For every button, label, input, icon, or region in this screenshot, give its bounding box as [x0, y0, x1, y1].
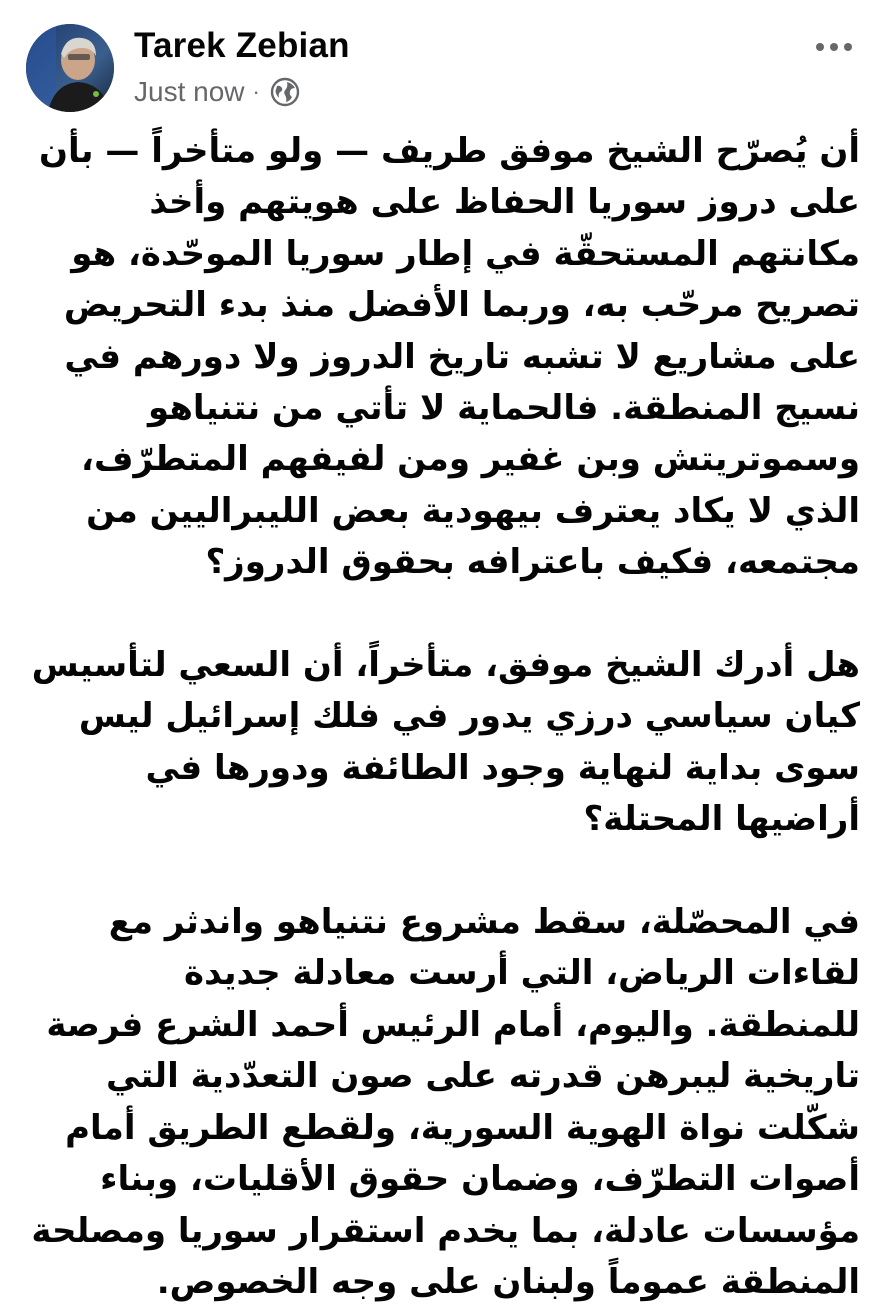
author-name[interactable]: Tarek Zebian	[134, 26, 350, 65]
more-horizontal-icon	[816, 43, 824, 51]
avatar-photo	[26, 24, 114, 112]
post-timestamp[interactable]: Just now	[134, 76, 245, 107]
post-header	[0, 0, 884, 120]
more-options-button[interactable]	[808, 32, 860, 62]
post-paragraph: هل أدرك الشيخ موفق، متأخراً، أن السعي لتأسيس كيان سياسي درزي يدور في فلك إسرائيل ليس سوى بداية لنهاية وجود الطائفة ودورها في أراضيها المحتلة؟	[31, 645, 860, 840]
avatar[interactable]	[26, 24, 114, 112]
paragraph-spacer	[24, 846, 860, 897]
globe-icon[interactable]	[270, 77, 300, 107]
more-dot	[844, 43, 852, 51]
more-dot	[830, 43, 838, 51]
meta-separator: ·	[252, 79, 260, 104]
post-paragraph: أن يُصرّح الشيخ موفق طريف — ولو متأخراً — بأن على دروز سوريا الحفاظ على هويتهم وأخذ مكانتهم المستحقّة في إطار سوريا الموحّدة، هو تصريح مرحّب به، وربما الأفضل منذ بدء التحريض على مشاريع لا تشبه تاريخ الدروز ولا دورهم في نسيج المنطقة. فالحماية لا تأتي من نتنياهو وسموتريتش وبن غفير ومن لفيفهم المتطرّف، الذي لا يكاد يعترف بيهودية بعض الليبراليين من مجتمعه، فكيف باعترافه بحقوق الدروز؟	[38, 131, 860, 583]
post-body	[24, 126, 860, 1308]
paragraph-spacer	[24, 589, 860, 640]
post-meta	[134, 74, 300, 110]
post-paragraph: في المحصّلة، سقط مشروع نتنياهو واندثر مع لقاءات الرياض، التي أرست معادلة جديدة للمنطقة. واليوم، أمام الرئيس أحمد الشرع فرصة تاريخية ليبرهن قدرته على صون التعدّدية التي شكّلت نواة الهوية السورية، ولقطع الطريق أمام أصوات التطرّف، وضمان حقوق الأقليات، وبناء مؤسسات عادلة، بما يخدم استقرار سوريا ومصلحة المنطقة عموماً ولبنان على وجه الخصوص.	[31, 902, 860, 1302]
